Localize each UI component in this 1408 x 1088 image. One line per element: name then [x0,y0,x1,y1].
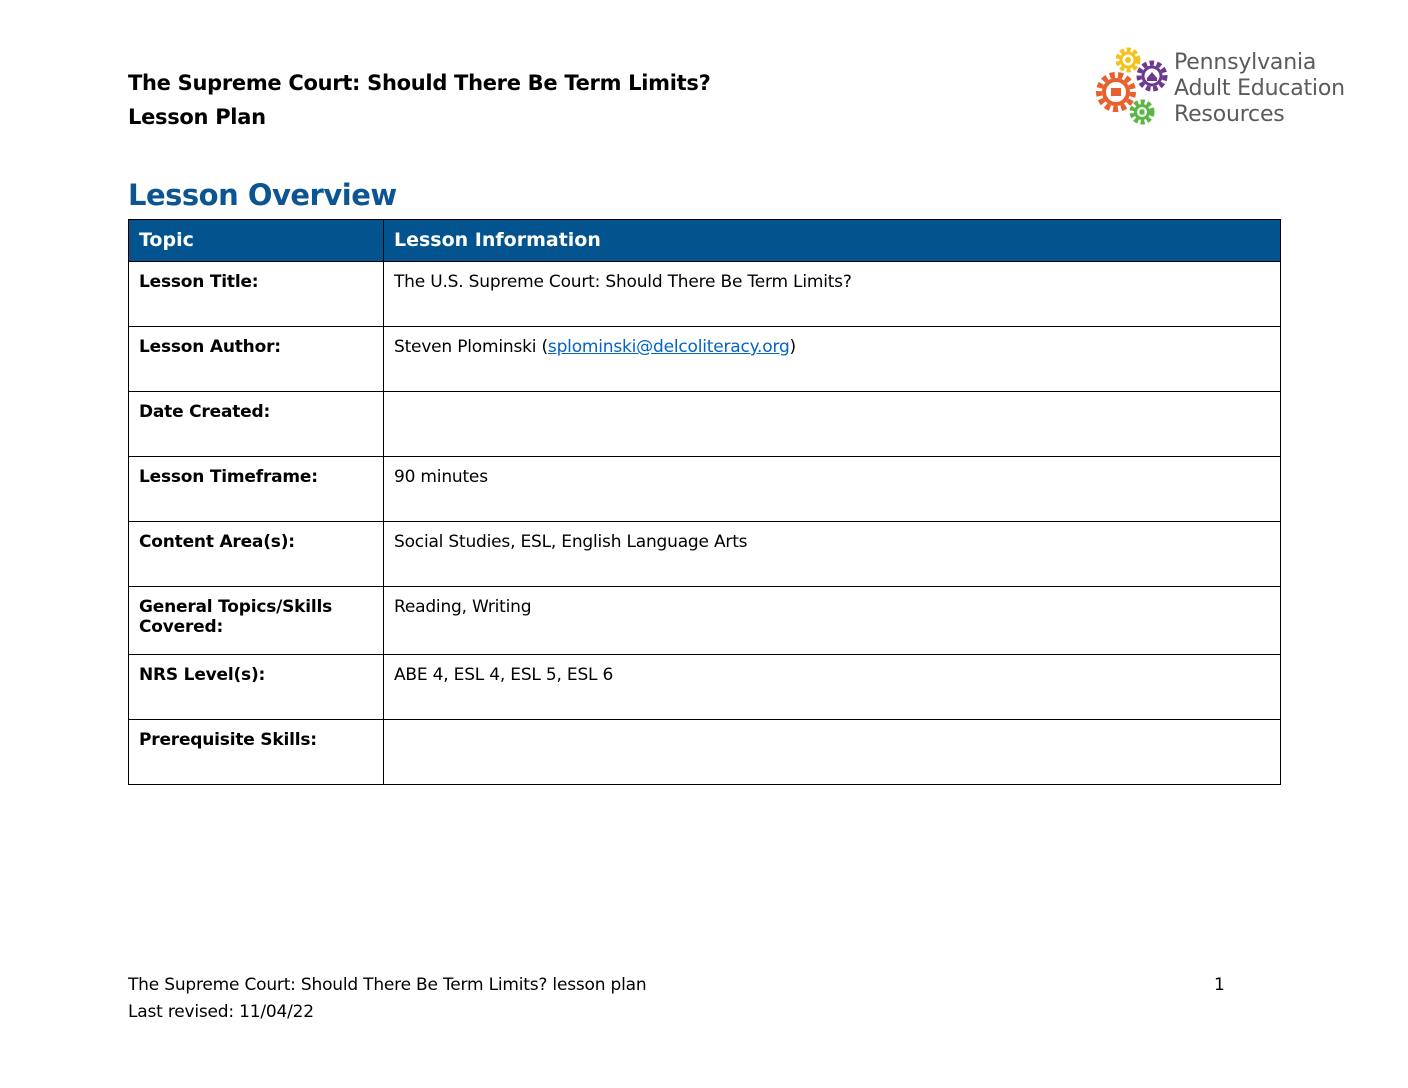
author-suffix: ) [789,337,796,357]
header-topic: Topic [129,220,384,262]
table-row [129,457,1281,522]
logo-text [1174,50,1345,128]
document-title [128,66,710,134]
gears-icon [1092,44,1176,130]
row-value [384,327,1281,392]
logo-line-3: Resources [1174,102,1285,127]
footer-line-2: Last revised: 11/04/22 [128,1002,314,1022]
author-email-link[interactable]: splominski@delcoliteracy.org [547,337,790,357]
row-value: Social Studies, ESL, English Language Arts [384,522,1281,587]
pa-adult-education-logo [1092,44,1362,130]
table-row [129,655,1281,720]
table-row [129,587,1281,655]
row-label: Lesson Title: [129,262,384,327]
logo-line-2: Adult Education [1174,76,1345,101]
table-row [129,327,1281,392]
section-heading: Lesson Overview [128,178,397,212]
author-name: Steven Plominski ( [394,337,548,357]
row-value [384,392,1281,457]
table-row [129,392,1281,457]
row-value [384,720,1281,785]
lesson-overview-table [128,219,1281,785]
row-value: ABE 4, ESL 4, ESL 5, ESL 6 [384,655,1281,720]
table-header-row [129,220,1281,262]
page-number: 1 [1214,975,1225,995]
footer-line-1: The Supreme Court: Should There Be Term Limits? lesson plan [128,975,647,995]
table-row [129,262,1281,327]
row-label-line-2: Covered: [139,617,224,637]
row-label-line-1: General Topics/Skills [139,597,333,617]
row-label: Lesson Timeframe: [129,457,384,522]
row-label: NRS Level(s): [129,655,384,720]
row-value: 90 minutes [384,457,1281,522]
row-label: Lesson Author: [129,327,384,392]
row-label: Date Created: [129,392,384,457]
table-row [129,522,1281,587]
title-line-1: The Supreme Court: Should There Be Term Limits? [128,71,711,95]
header-lesson-information: Lesson Information [384,220,1281,262]
row-label: Content Area(s): [129,522,384,587]
table-row [129,720,1281,785]
row-value: The U.S. Supreme Court: Should There Be Term Limits? [384,262,1281,327]
row-value: Reading, Writing [384,587,1281,655]
row-label: Prerequisite Skills: [129,720,384,785]
page-footer [128,972,646,1026]
row-label [129,587,384,655]
title-line-2: Lesson Plan [128,105,266,129]
logo-line-1: Pennsylvania [1174,50,1317,75]
